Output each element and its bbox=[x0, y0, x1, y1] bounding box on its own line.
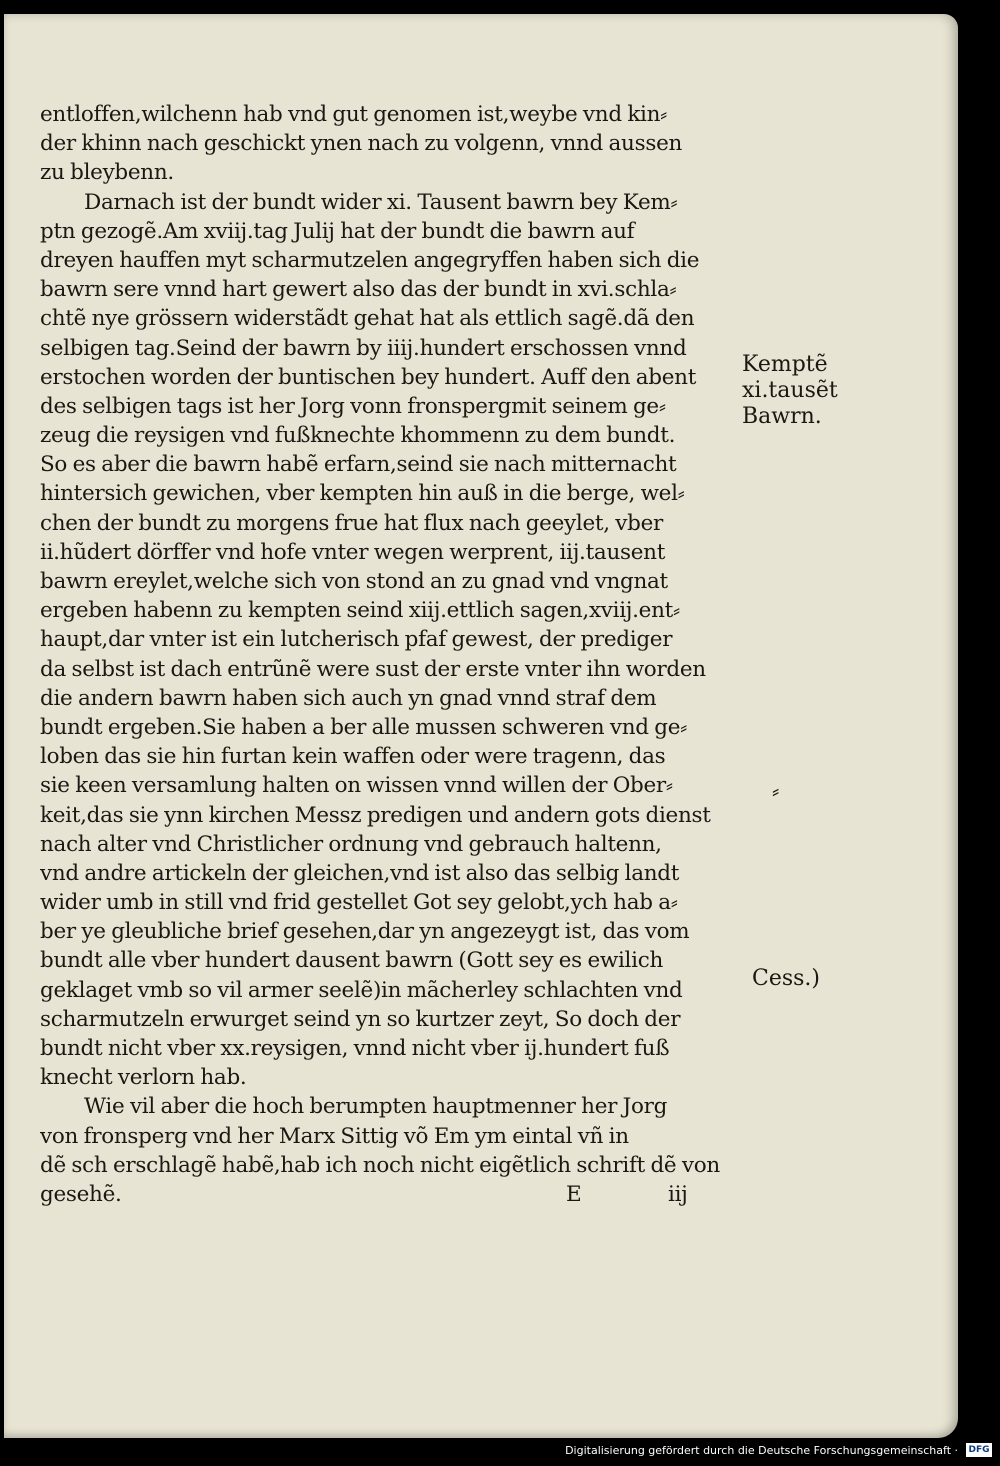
text-line: dreyen hauffen myt scharmutzelen angegryffen haben sich die bbox=[40, 247, 700, 273]
text-line: gesehẽ. bbox=[40, 1181, 122, 1207]
text-line: ii.hũdert dörffer vnd hofe vnter wegen werprent, iij.tausent bbox=[40, 539, 666, 565]
page-number: iij bbox=[668, 1181, 688, 1207]
text-line: ergeben habenn zu kempten seind xiij.ettlich sagen,xviij.ent⸗ bbox=[40, 598, 680, 624]
text-line: bundt nicht vber xx.reysigen, vnnd nicht vber ij.hundert fuß bbox=[40, 1036, 670, 1061]
text-line: da selbst ist dach entrũnẽ were sust der erste vnter ihn worden bbox=[40, 656, 706, 682]
margin-note-line: Bawrn. bbox=[742, 404, 822, 429]
text-line-last bbox=[40, 1180, 740, 1209]
margin-note-line: xi.tausẽt bbox=[742, 378, 838, 403]
book-page bbox=[4, 14, 958, 1438]
text-line: hintersich gewichen, vber kempten hin auß in die berge, wel⸗ bbox=[40, 481, 685, 507]
text-line: die andern bawrn haben sich auch yn gnad vnnd straf dem bbox=[40, 685, 657, 711]
text-line: entloffen,wilchenn hab vnd gut genomen ist,weybe vnd kin⸗ bbox=[40, 102, 668, 127]
text-line: von fronsperg vnd her Marx Sittig võ Em ym eintal vñ in bbox=[40, 1123, 629, 1149]
margin-note-line: Kemptẽ bbox=[742, 352, 828, 377]
margin-mark: ⸗ bbox=[772, 779, 780, 804]
text-line: vnd andre artickeln der gleichen,vnd ist also das selbig landt bbox=[40, 860, 680, 886]
text-line: der khinn nach geschickt ynen nach zu volgenn, vnnd aussen bbox=[40, 131, 683, 157]
funding-credit: Digitalisierung gefördert durch die Deutsche Forschungsgemeinschaft · bbox=[565, 1444, 958, 1457]
text-line: bawrn ereylet,welche sich von stond an zu gnad vnd vngnat bbox=[40, 569, 668, 594]
text-line: loben das sie hin furtan kein waffen oder were tragenn, das bbox=[40, 744, 666, 770]
text-line: Darnach ist der bundt wider xi. Tausent bawrn bey Kem⸗ bbox=[84, 189, 678, 215]
text-line: sie keen versamlung halten on wissen vnnd willen der Ober⸗ bbox=[40, 773, 673, 799]
dfg-logo: DFG bbox=[966, 1443, 992, 1457]
text-line: geklaget vmb so vil armer seelẽ)in mãcherley schlachten vnd bbox=[40, 977, 683, 1003]
text-line: So es aber die bawrn habẽ erfarn,seind sie nach mitternacht bbox=[40, 452, 677, 478]
text-line: ber ye gleubliche brief gesehen,dar yn angezeygt ist, das vom bbox=[40, 919, 690, 945]
text-line: haupt,dar vnter ist ein lutcherisch pfaf gewest, der prediger bbox=[40, 627, 673, 653]
text-line: zu bleybenn. bbox=[40, 160, 174, 186]
text-line: dẽ sch erschlagẽ habẽ,hab ich noch nicht eigẽtlich schrift dẽ von bbox=[40, 1152, 720, 1178]
text-line: knecht verlorn hab. bbox=[40, 1065, 247, 1091]
footer-bar bbox=[0, 1438, 1000, 1466]
margin-note-cess: Cess.) bbox=[752, 966, 821, 991]
text-line: chen der bundt zu morgens frue hat flux nach geeylet, vber bbox=[40, 510, 663, 536]
text-line: nach alter vnd Christlicher ordnung vnd gebrauch haltenn, bbox=[40, 831, 662, 857]
signature-mark: E bbox=[566, 1181, 582, 1207]
text-line: ptn gezogẽ.Am xviij.tag Julij hat der bundt die bawrn auf bbox=[40, 218, 635, 244]
text-line: selbigen tag.Seind der bawrn by iiij.hundert erschossen vnnd bbox=[40, 335, 687, 361]
text-line: erstochen worden der buntischen bey hundert. Auff den abent bbox=[40, 364, 697, 390]
text-line: zeug die reysigen vnd fußknechte khommenn zu dem bundt. bbox=[40, 423, 676, 449]
text-line: scharmutzeln erwurget seind yn so kurtzer zeyt, So doch der bbox=[40, 1006, 681, 1032]
text-line: Wie vil aber die hoch berumpten hauptmenner her Jorg bbox=[84, 1094, 668, 1120]
text-line: bundt alle vber hundert dausent bawrn (Gott sey es ewilich bbox=[40, 948, 663, 974]
text-line: bundt ergeben.Sie haben a ber alle mussen schweren vnd ge⸗ bbox=[40, 714, 687, 740]
margin-note-kempten bbox=[742, 352, 838, 430]
main-text-block bbox=[40, 100, 740, 1209]
text-line: keit,das sie ynn kirchen Messz predigen und andern gots dienst bbox=[40, 802, 711, 828]
text-line: chtẽ nye grössern widerstãdt gehat hat als ettlich sagẽ.dã den bbox=[40, 306, 695, 332]
text-line: des selbigen tags ist her Jorg vonn fronspergmit seinem ge⸗ bbox=[40, 393, 666, 419]
text-line: bawrn sere vnnd hart gewert also das der bundt in xvi.schla⸗ bbox=[40, 277, 677, 303]
text-line: wider umb in still vnd frid gestellet Got sey gelobt,ych hab a⸗ bbox=[40, 890, 678, 916]
